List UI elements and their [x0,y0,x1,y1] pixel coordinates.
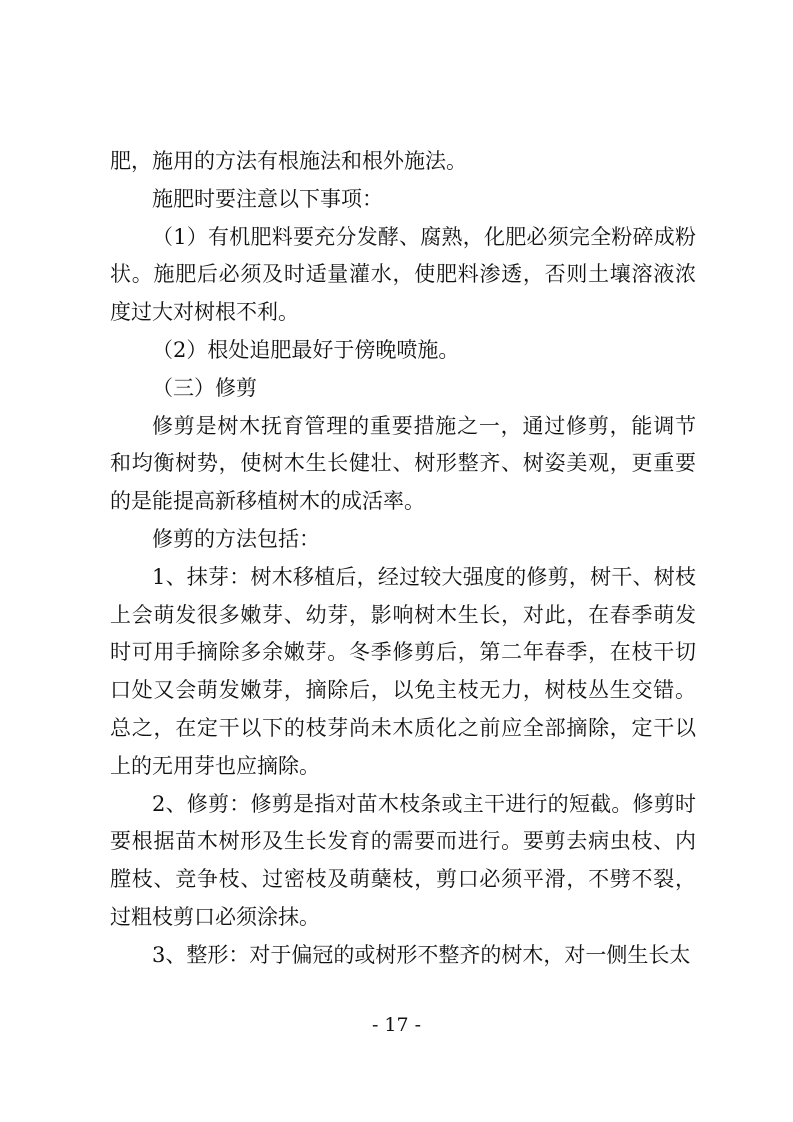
paragraph-method-2: 2、修剪：修剪是指对苗木枝条或主干进行的短截。修剪时要根据苗木树形及生长发育的需要而进行。要剪去病虫枝、内膛枝、竞争枝、过密枝及萌蘖枝，剪口必须平滑，不劈不裂，过粗枝剪口必须涂抹。 [110,791,696,929]
paragraph-note-2: （2）根处追肥最好于傍晚喷施。 [152,337,460,362]
paragraph-method-1: 1、抹芽：树木移植后，经过较大强度的修剪，树干、树枝上会萌发很多嫩芽、幼芽，影响树木生长，对此，在春季萌发时可用手摘除多余嫩芽。冬季修剪后，第二年春季，在枝干切口处又会萌发嫩芽，摘除后，以免主枝无力，树枝丛生交错。总之，在定干以下的枝芽尚未木质化之前应全部摘除，定干以上的无用芽也应摘除。 [110,564,696,778]
page-number: - 17 - [371,1014,422,1036]
paragraph-pruning-intro: 修剪是树木抚育管理的重要措施之一，通过修剪，能调节和均衡树势，使树木生长健壮、树形整齐、树姿美观，更重要的是能提高新移植树木的成活率。 [110,413,696,514]
section-heading-pruning: （三）修剪 [152,375,257,400]
paragraph-methods-intro: 修剪的方法包括： [152,526,320,551]
paragraph-method-3: 3、整形：对于偏冠的或树形不整齐的树木，对一侧生长太 [152,942,691,967]
body-text [110,143,696,975]
paragraph-continuation: 肥，施用的方法有根施法和根外施法。 [110,149,467,173]
paragraph-note-1: （1）有机肥料要充分发酵、腐熟，化肥必须完全粉碎成粉状。施肥后必须及时适量灌水，使肥料渗透，否则土壤溶液浓度过大对树根不利。 [110,224,696,325]
paragraph-notes-intro: 施肥时要注意以下事项： [152,186,383,211]
